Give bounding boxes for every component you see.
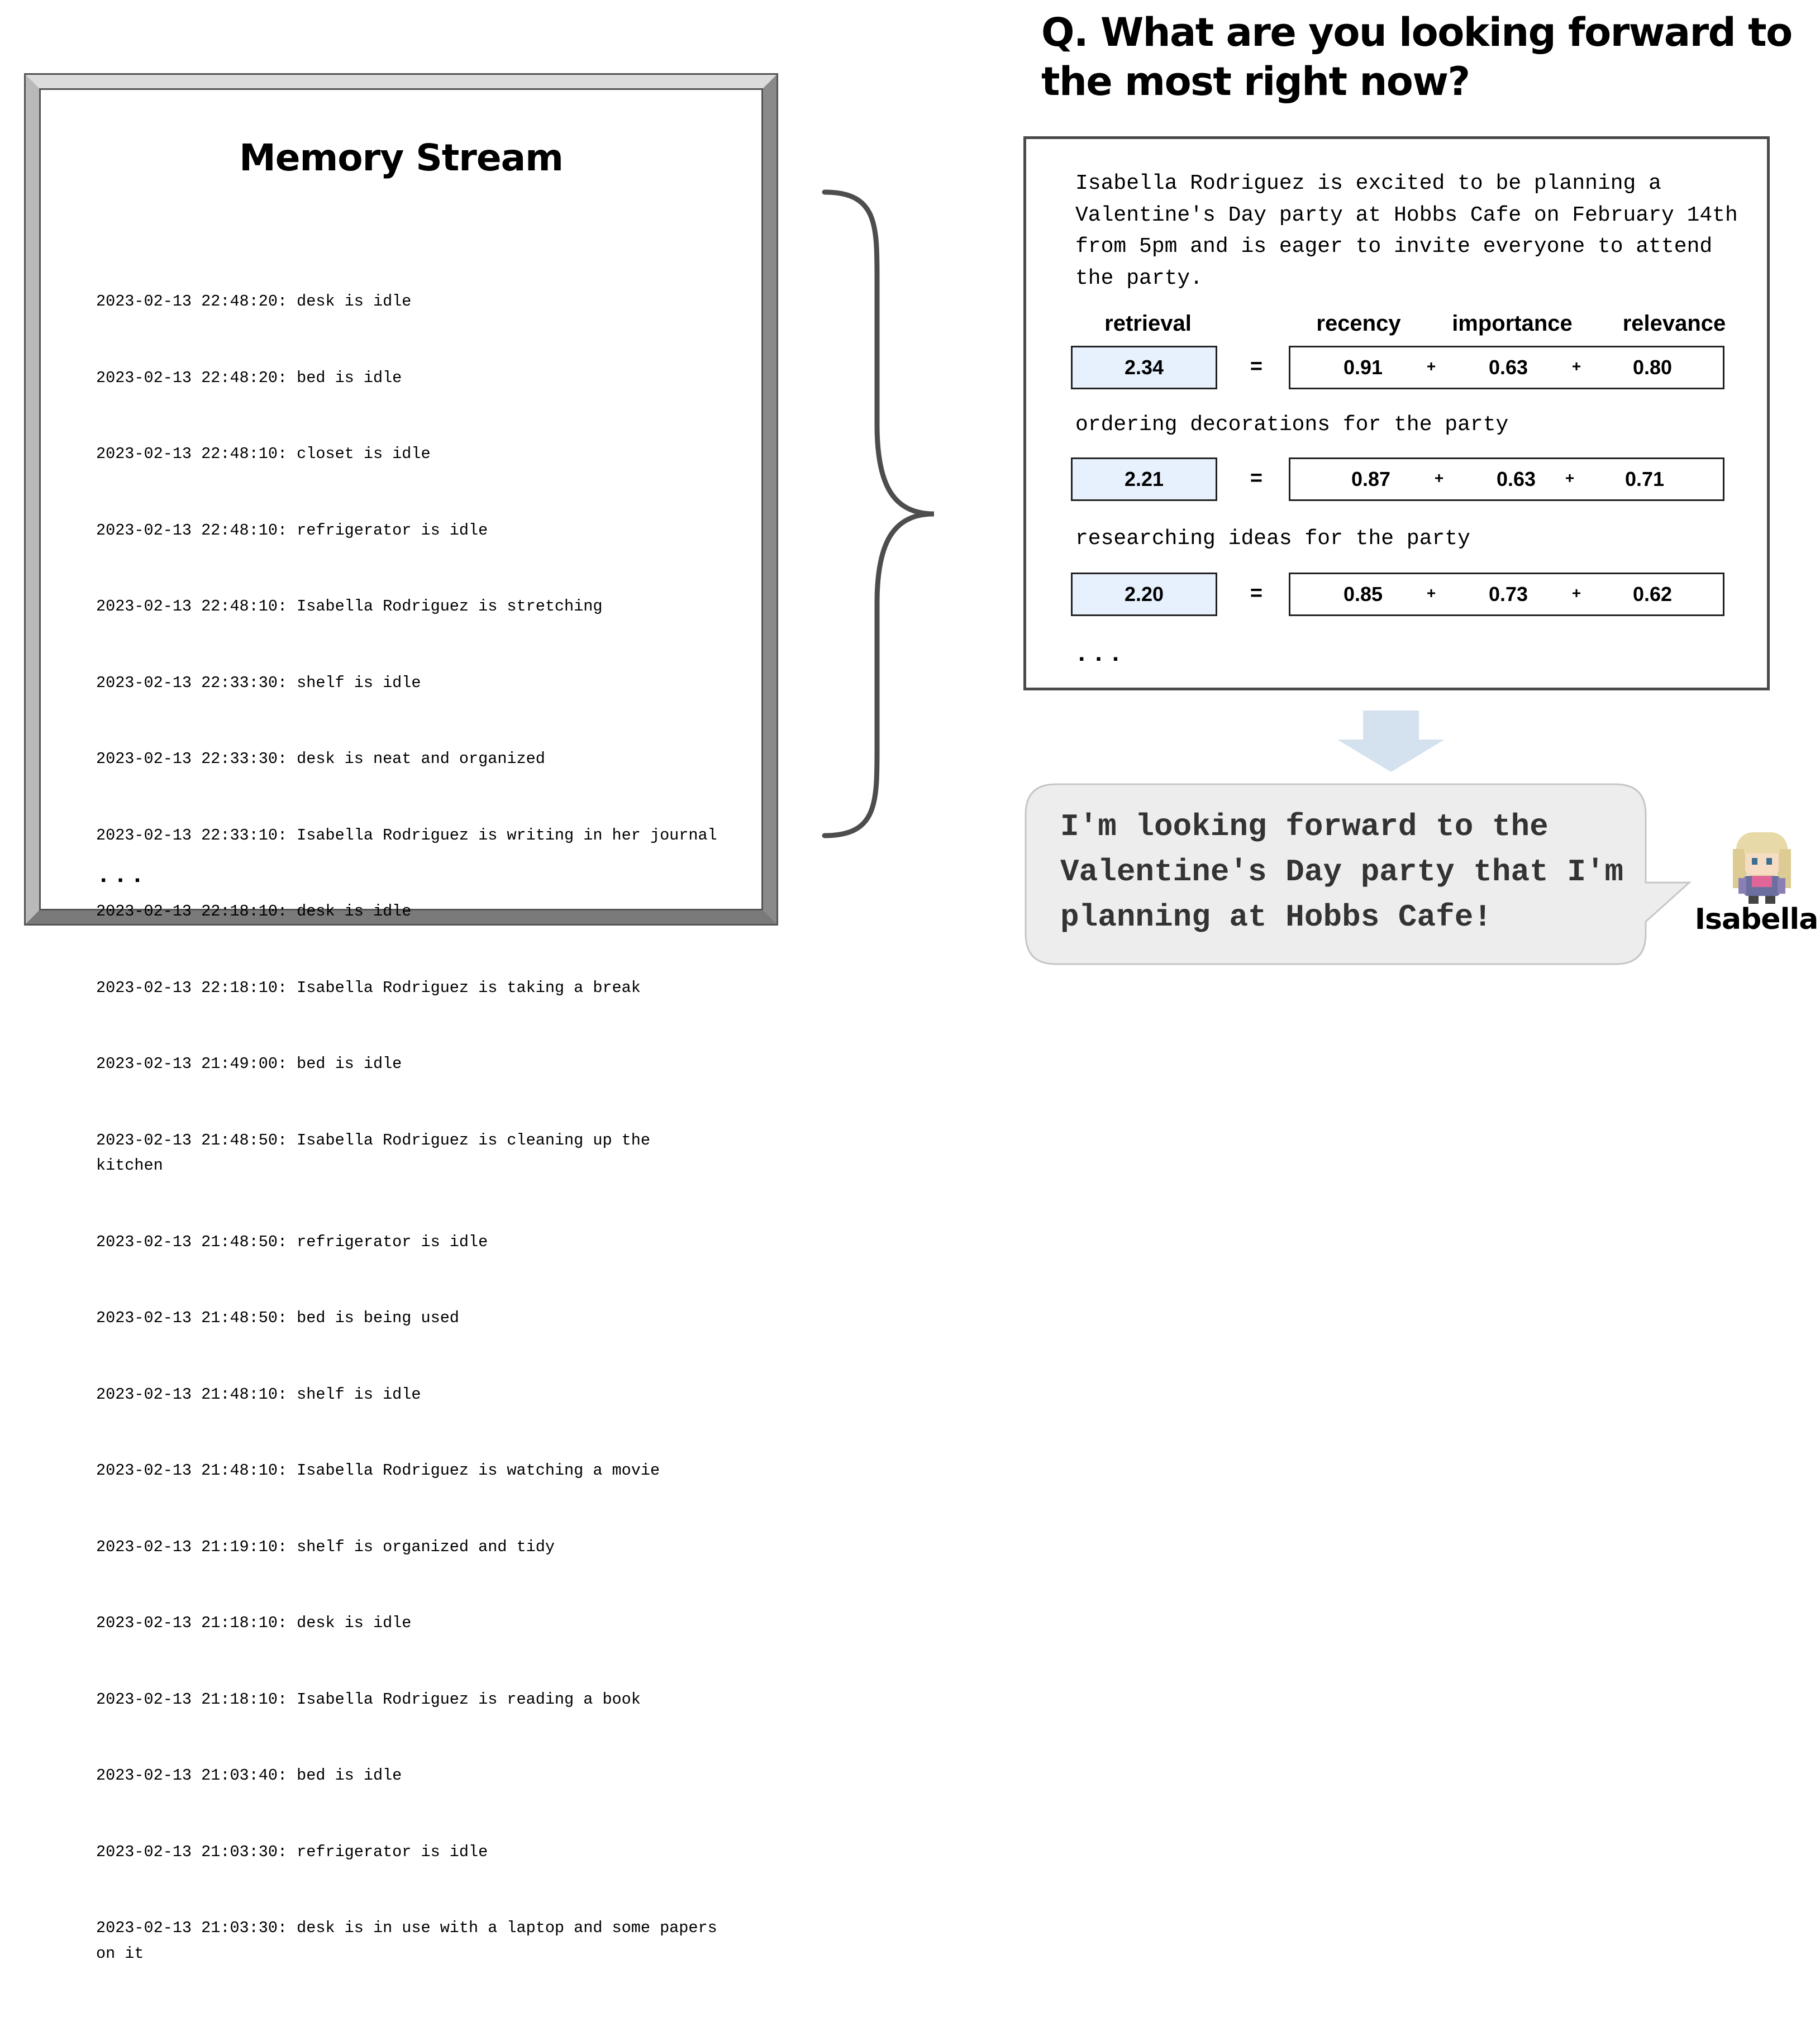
memory-entry: 2023-02-13 21:48:50: refrigerator is idle bbox=[96, 1232, 488, 1251]
memory-entry: 2023-02-13 21:18:10: Isabella Rodriguez is reading a book bbox=[96, 1690, 641, 1709]
plus-sign: + bbox=[1426, 584, 1436, 602]
retrieval-header: retrieval bbox=[1104, 311, 1192, 336]
memory-entry: 2023-02-13 22:33:10: Isabella Rodriguez is writing in her journal bbox=[96, 826, 717, 845]
memory-entry: 2023-02-13 22:48:10: Isabella Rodriguez is stretching bbox=[96, 597, 603, 616]
recency-header: recency bbox=[1316, 311, 1401, 336]
retrieved-memory-text: researching ideas for the party bbox=[1075, 527, 1470, 551]
plus-sign: + bbox=[1434, 469, 1444, 487]
memory-entry: 2023-02-13 21:03:30: refrigerator is idle bbox=[96, 1842, 488, 1861]
score-row bbox=[1071, 346, 1724, 389]
score-formula bbox=[1289, 457, 1724, 501]
retrieval-score: 2.21 bbox=[1071, 457, 1217, 501]
memory-stream-panel bbox=[26, 75, 776, 1963]
memory-entry: 2023-02-13 22:33:30: shelf is idle bbox=[96, 673, 421, 692]
score-formula bbox=[1289, 346, 1724, 389]
retrieved-memory-text: Isabella Rodriguez is excited to be planning a Valentine's Day party at Hobbs Cafe on February 14th from 5pm and is eager to invite everyone to attend the party. bbox=[1075, 171, 1738, 290]
memory-stream-ellipsis: ... bbox=[96, 862, 147, 890]
importance-score: 0.73 bbox=[1488, 583, 1528, 605]
memory-entry: 2023-02-13 21:03:30: desk is in use with a laptop and some papers on it bbox=[96, 1919, 717, 1963]
plus-sign: + bbox=[1571, 584, 1581, 602]
importance-score: 0.63 bbox=[1496, 468, 1536, 490]
recency-score: 0.85 bbox=[1343, 583, 1383, 605]
plus-sign: + bbox=[1565, 469, 1575, 487]
memory-entry: 2023-02-13 22:18:10: desk is idle bbox=[96, 902, 412, 921]
memory-entry: 2023-02-13 21:18:10: desk is idle bbox=[96, 1614, 412, 1632]
equals-sign: = bbox=[1250, 466, 1263, 490]
retrieval-ellipsis: ... bbox=[1074, 641, 1126, 669]
down-arrow-icon bbox=[1335, 708, 1447, 775]
memory-entry: 2023-02-13 22:48:20: desk is idle bbox=[96, 292, 412, 311]
memory-entry: 2023-02-13 22:48:10: refrigerator is idle bbox=[96, 521, 488, 540]
score-row bbox=[1071, 457, 1724, 501]
score-row bbox=[1071, 573, 1724, 616]
memory-stream-list bbox=[96, 238, 766, 2017]
memory-entry: 2023-02-13 22:48:10: closet is idle bbox=[96, 445, 431, 463]
plus-sign: + bbox=[1426, 357, 1436, 375]
retrieval-panel bbox=[1023, 136, 1770, 690]
relevance-header: relevance bbox=[1622, 311, 1726, 336]
recency-score: 0.87 bbox=[1351, 468, 1391, 490]
equals-sign: = bbox=[1250, 355, 1263, 378]
memory-entry: 2023-02-13 21:48:50: Isabella Rodriguez is cleaning up the kitchen bbox=[96, 1131, 650, 1175]
relevance-score: 0.62 bbox=[1632, 583, 1673, 605]
equals-sign: = bbox=[1250, 581, 1263, 605]
isabella-avatar-icon bbox=[1725, 827, 1799, 905]
memory-entry: 2023-02-13 21:48:50: bed is being used bbox=[96, 1309, 459, 1327]
relevance-score: 0.71 bbox=[1624, 468, 1665, 490]
answer-text: I'm looking forward to the Valentine's Day party that I'm planning at Hobbs Cafe! bbox=[1060, 809, 1624, 935]
relevance-score: 0.80 bbox=[1632, 356, 1673, 379]
memory-entry: 2023-02-13 21:03:40: bed is idle bbox=[96, 1766, 402, 1785]
memory-entry: 2023-02-13 22:48:20: bed is idle bbox=[96, 368, 402, 387]
question-title: Q. What are you looking forward to the most right now? bbox=[1041, 9, 1792, 104]
agent-name-label: Isabella bbox=[1694, 903, 1818, 936]
memory-entry: 2023-02-13 22:18:10: Isabella Rodriguez is taking a break bbox=[96, 978, 641, 997]
memory-entry: 2023-02-13 21:48:10: Isabella Rodriguez is watching a movie bbox=[96, 1461, 660, 1480]
memory-entry: 2023-02-13 21:19:10: shelf is organized and tidy bbox=[96, 1537, 555, 1556]
retrieved-memory-text: ordering decorations for the party bbox=[1075, 413, 1509, 437]
retrieval-score: 2.20 bbox=[1071, 573, 1217, 616]
recency-score: 0.91 bbox=[1343, 356, 1383, 379]
memory-entry: 2023-02-13 21:48:10: shelf is idle bbox=[96, 1385, 421, 1404]
memory-entry: 2023-02-13 22:33:30: desk is neat and organized bbox=[96, 750, 545, 768]
memory-entry: 2023-02-13 21:49:00: bed is idle bbox=[96, 1055, 402, 1073]
curly-brace bbox=[816, 184, 944, 843]
memory-stream-title: Memory Stream bbox=[239, 136, 563, 179]
score-formula bbox=[1289, 573, 1724, 616]
plus-sign: + bbox=[1571, 357, 1581, 375]
importance-score: 0.63 bbox=[1488, 356, 1528, 379]
importance-header: importance bbox=[1452, 311, 1573, 336]
retrieval-score: 2.34 bbox=[1071, 346, 1217, 389]
